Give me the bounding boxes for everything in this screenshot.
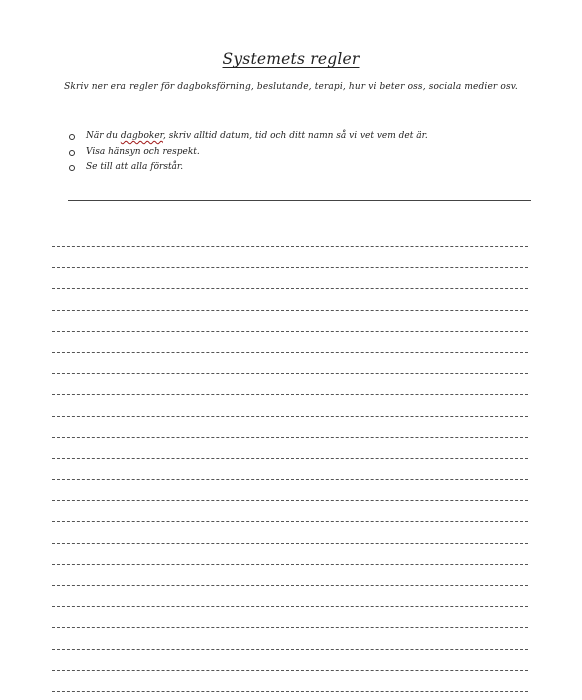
dashed-writing-line	[52, 564, 528, 565]
spellcheck-flagged-word: dagboker	[120, 131, 163, 141]
list-item	[68, 145, 428, 161]
dashed-writing-line	[52, 543, 528, 544]
instruction-text: Skriv ner era regler för dagboksförning, beslutande, terapi, hur vi beter oss, sociala medier osv.	[64, 82, 518, 92]
dashed-writing-line	[52, 352, 528, 353]
dashed-writing-line	[52, 521, 528, 522]
dashed-writing-line	[52, 649, 528, 650]
dashed-writing-line	[52, 394, 528, 395]
dashed-writing-line	[52, 627, 528, 628]
hollow-bullet-icon	[69, 150, 75, 156]
hollow-bullet-icon	[69, 165, 75, 171]
hollow-bullet-icon	[69, 134, 75, 140]
dashed-writing-line	[52, 331, 528, 332]
list-item	[68, 160, 428, 176]
dashed-writing-line	[52, 670, 528, 671]
example-rule-text: Se till att alla förstår.	[86, 162, 184, 172]
example-rules-list	[68, 129, 428, 176]
list-item	[68, 129, 428, 145]
dashed-writing-line	[52, 246, 528, 247]
dashed-writing-line	[52, 479, 528, 480]
example-rule-text: Visa hänsyn och respekt.	[86, 146, 200, 157]
writing-area	[52, 246, 528, 700]
dashed-writing-line	[52, 606, 528, 607]
section-divider	[68, 200, 531, 201]
dashed-writing-line	[52, 267, 528, 268]
dashed-writing-line	[52, 288, 528, 289]
example-rule-text-suffix: , skriv alltid datum, tid och ditt namn så vi vet vem det är.	[163, 131, 428, 141]
dashed-writing-line	[52, 416, 528, 417]
dashed-writing-line	[52, 585, 528, 586]
dashed-writing-line	[52, 691, 528, 692]
example-rule-text-prefix: När du	[86, 131, 121, 141]
page-title: Systemets regler	[222, 50, 360, 68]
dashed-writing-line	[52, 310, 528, 311]
dashed-writing-line	[52, 437, 528, 438]
dashed-writing-line	[52, 458, 528, 459]
dashed-writing-line	[52, 373, 528, 374]
dashed-writing-line	[52, 500, 528, 501]
